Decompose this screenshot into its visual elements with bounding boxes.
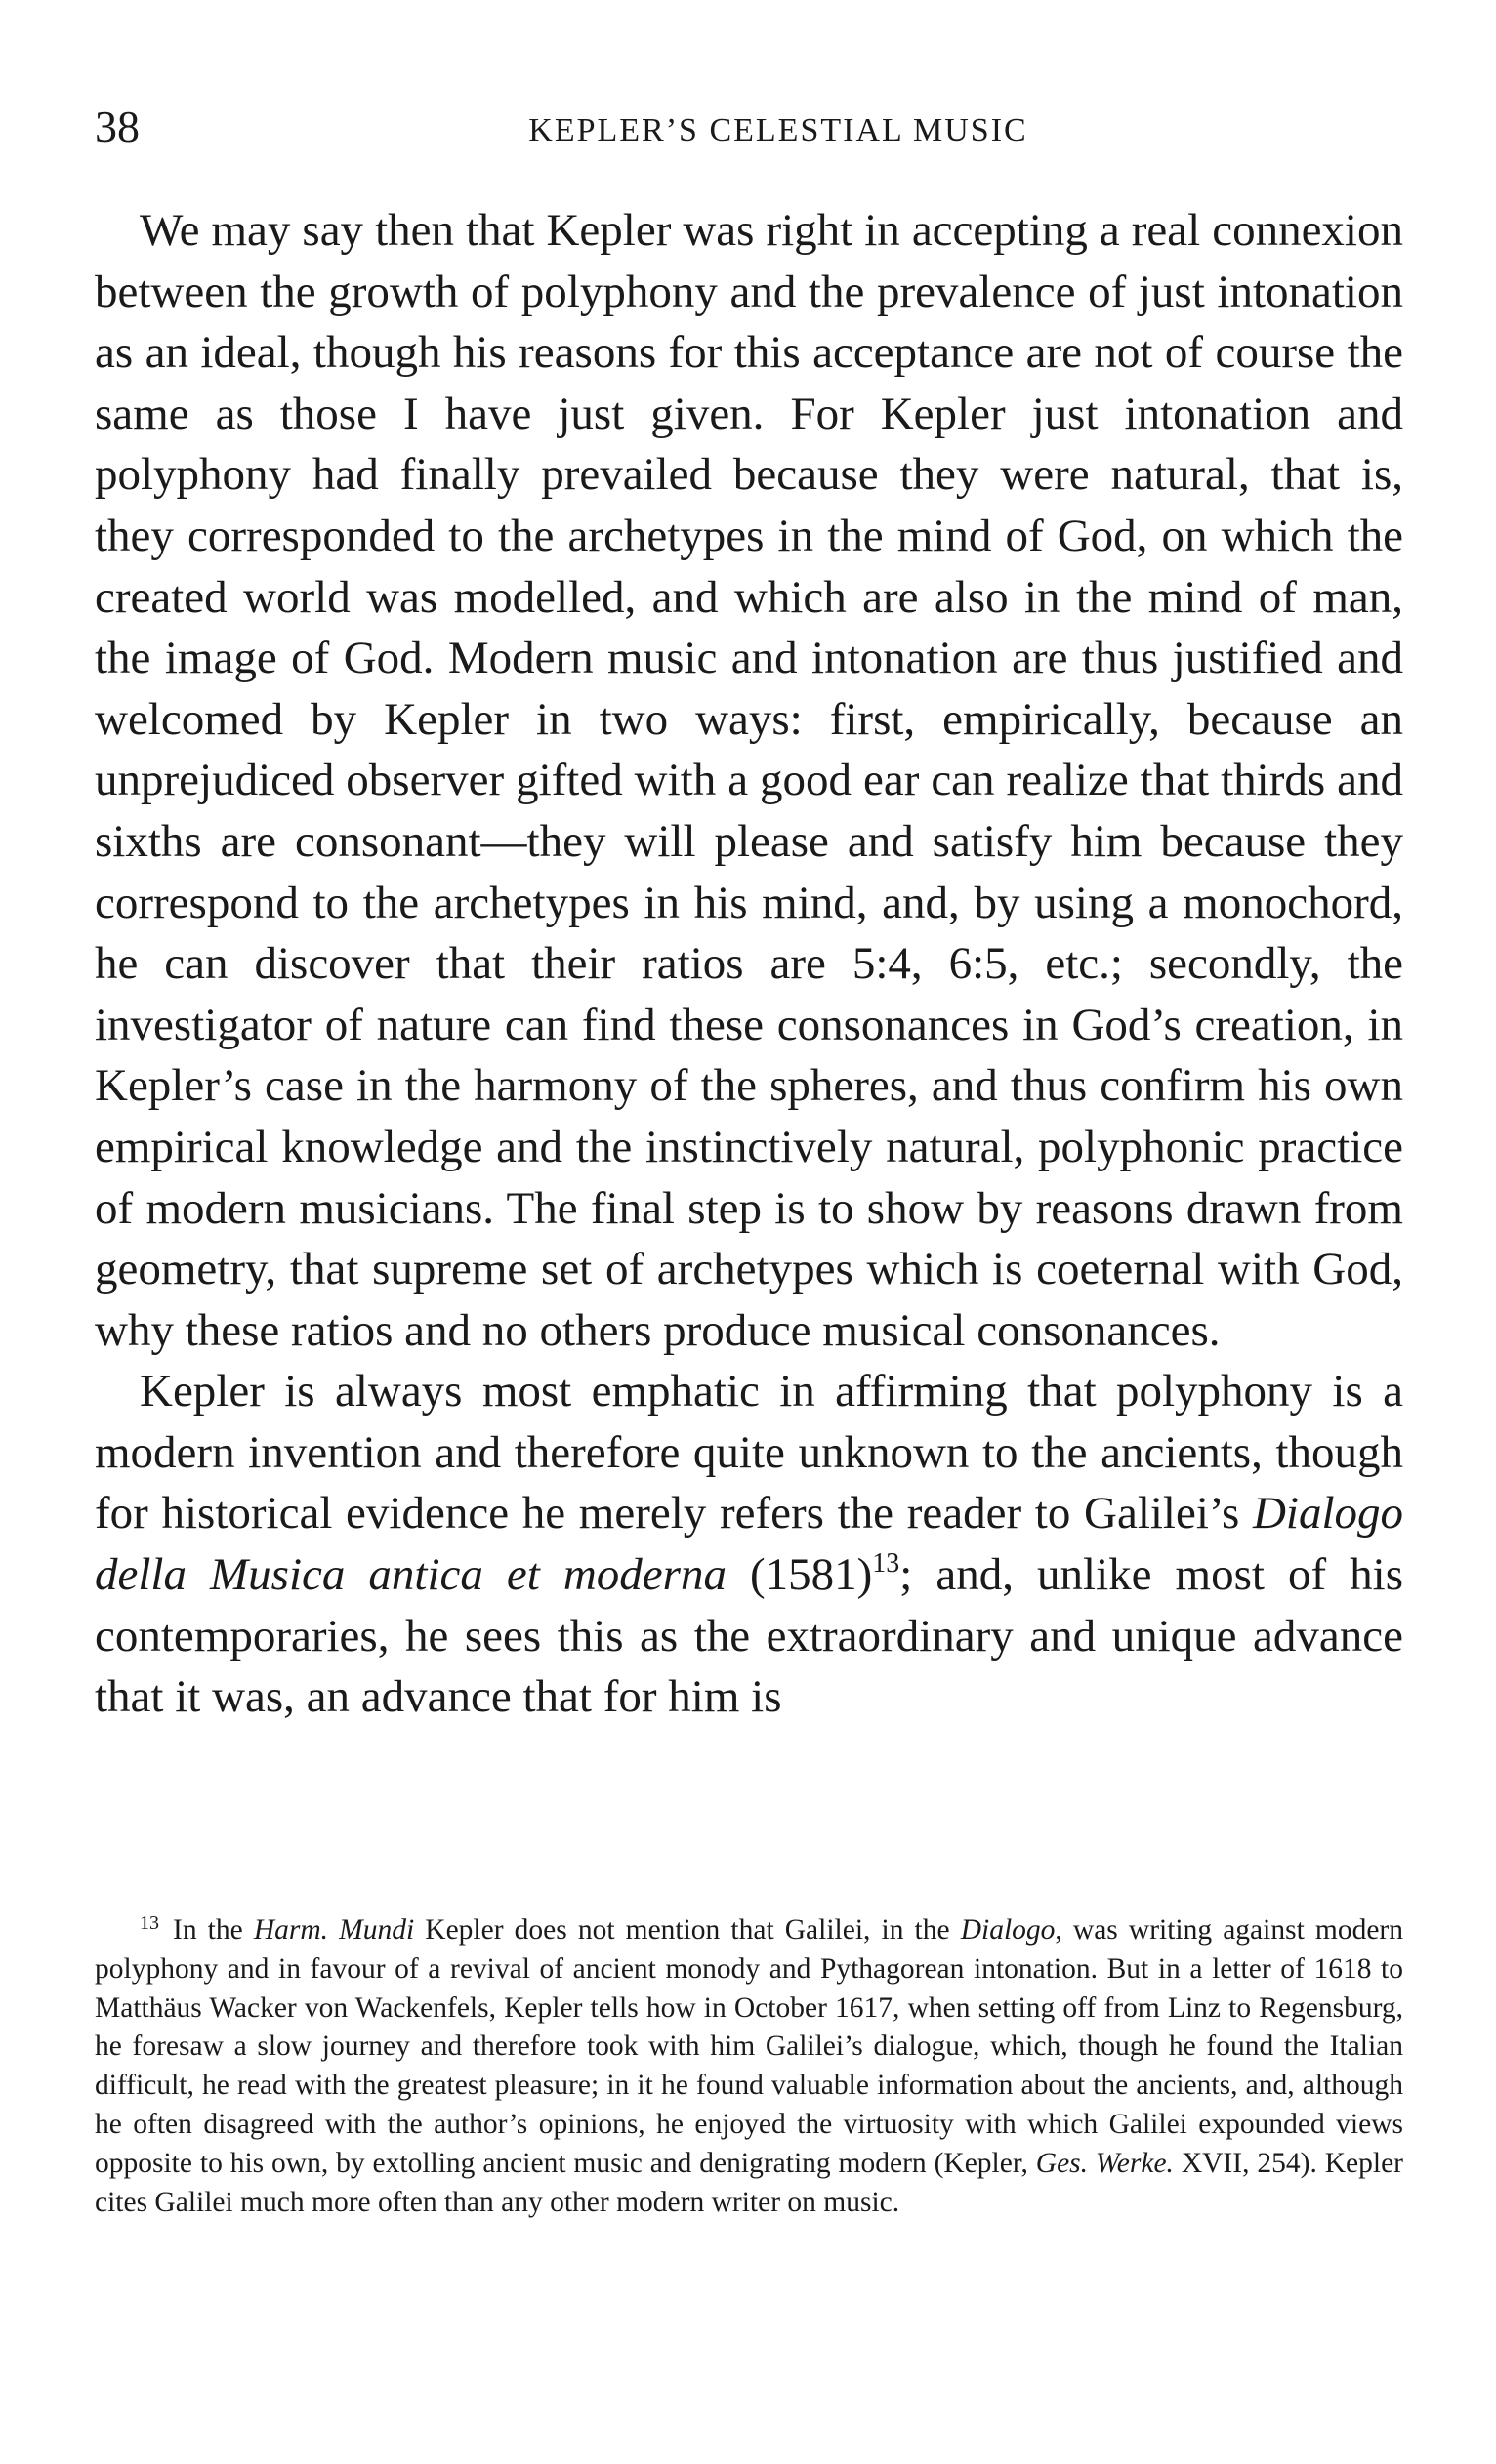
footnote-reference[interactable]: 13: [872, 1548, 900, 1580]
footnote-mark: 13: [140, 1912, 159, 1934]
footnotes: [95, 1911, 1403, 2222]
footnote-text: , was writing against modern polyphony and in favour of a revival of ancient monody and Pythagorean intonation. But in a letter of 1618 to Matthäus Wacker von Wackenfels, Kepler tells how in October 1617, when setting off from Linz to Regensburg, he foresaw a slow journey and therefore took with him Galilei’s dialogue, which, though he found the Italian difficult, he read with the greatest pleasure; in it he found valuable information about the ancients, and, although he often disagreed with the author’s opinions, he enjoyed the virtuosity with which Galilei expounded views opposite to his own, by extolling ancient music and denigrating modern (Kepler,: [95, 1914, 1403, 2179]
footnote-text: Kepler does not mention that Galilei, in the: [414, 1914, 961, 1946]
paragraph-2-text-b: (1581): [726, 1549, 873, 1601]
footnote-italic-harm-mundi: Harm. Mundi: [253, 1914, 415, 1946]
running-head: KEPLER’S CELESTIAL MUSIC: [528, 112, 1028, 148]
book-title-dialogo: Dialogo della Musica antica et moderna: [95, 1488, 1403, 1601]
page-number: 38: [95, 102, 140, 151]
paragraph-2: [95, 1361, 1403, 1728]
body-text: [95, 200, 1403, 1728]
footnote-13: [95, 1911, 1403, 2222]
footnote-text: XVII, 254). Kepler cites Galilei much more often than any other modern writer on music.: [95, 2147, 1403, 2218]
footnote-text: In the: [173, 1914, 254, 1946]
paragraph-1: We may say then that Kepler was right in accepting a real connexion between the growth of polyphony and the prevalence of just intonation as an ideal, though his reasons for this acceptance are not of course the same as those I have just given. For Kepler just intonation and polyphony had finally prevailed because they were natural, that is, they corresponded to the archetypes in the mind of God, on which the created world was modelled, and which are also in the mind of man, the image of God. Modern music and intonation are thus justified and welcomed by Kepler in two ways: first, empirically, because an unprejudiced observer gifted with a good ear can realize that thirds and sixths are consonant—they will please and satisfy him because they correspond to the archetypes in his mind, and, by using a monochord, he can discover that their ratios are 5:4, 6:5, etc.; secondly, the investigator of nature can find these consonances in God’s creation, in Kepler’s case in the harmony of the spheres, and thus confirm his own empirical knowledge and the instinctively natural, polyphonic practice of modern musicians. The final step is to show by reasons drawn from geometry, that supreme set of archetypes which is coeternal with God, why these ratios and no others produce musical consonances.: [95, 205, 1403, 1356]
page-header: [95, 98, 1403, 156]
paragraph-2-text-c: ; and, unlike most of his contemporaries, he sees this as the extraordinary and unique advance that it was, an advance that for him is: [95, 1549, 1403, 1723]
footnote-italic-ges-werke: Ges. Werke.: [1035, 2147, 1174, 2179]
paragraph-2-text-a: Kepler is always most emphatic in affirming that polyphony is a modern invention and therefore quite unknown to the ancients, though for historical evidence he merely refers the reader to Galilei’s: [95, 1366, 1403, 1540]
footnote-italic-dialogo: Dialogo: [960, 1914, 1056, 1946]
